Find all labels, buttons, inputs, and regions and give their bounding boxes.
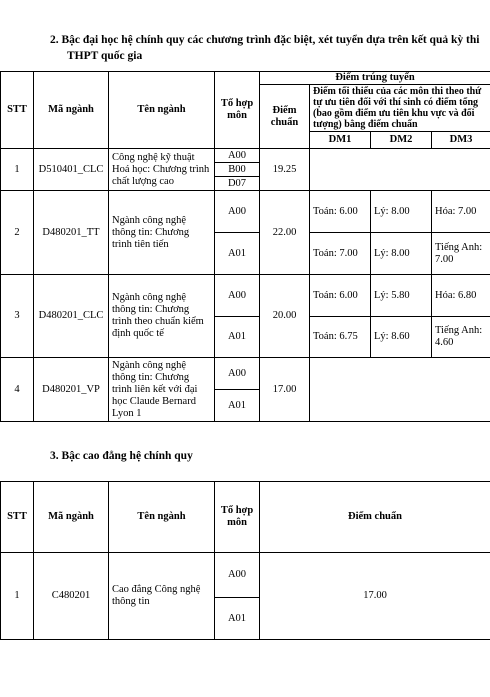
cell-ma-nganh: D480201_CLC (34, 275, 109, 358)
cell-stt: 1 (1, 149, 34, 191)
header-to-hop-mon: Tổ hợp môn (215, 72, 260, 149)
cell-dm2: Lý: 8.60 (371, 317, 432, 358)
header-ten-nganh: Tên ngành (109, 482, 215, 553)
cell-stt: 1 (1, 553, 34, 640)
header-diem-chuan: Điểm chuẩn (260, 482, 490, 553)
cell-dm-empty (310, 358, 490, 422)
cell-stt: 4 (1, 358, 34, 422)
cell-diem-chuan: 20.00 (260, 275, 310, 358)
cell-dm3: Hóa: 6.80 (432, 275, 490, 317)
section-2-title (50, 32, 479, 64)
cell-diem-chuan: 19.25 (260, 149, 310, 191)
table-row (1, 149, 490, 163)
cell-ten-nganh: Ngành công nghệ thông tin: Chương trình tiên tiến (109, 191, 215, 275)
cell-to-hop: A01 (215, 233, 260, 275)
header-ma-nganh: Mã ngành (34, 72, 109, 149)
cell-ma-nganh: D480201_VP (34, 358, 109, 422)
header-diem-chuan: Điểm chuẩn (260, 85, 310, 149)
header-ten-nganh: Tên ngành (109, 72, 215, 149)
header-ma-nganh: Mã ngành (34, 482, 109, 553)
cell-to-hop: B00 (215, 163, 260, 177)
cell-dm1: Toán: 6.75 (310, 317, 371, 358)
table-row (1, 191, 490, 233)
cell-dm1: Toán: 7.00 (310, 233, 371, 275)
cell-diem-chuan: 22.00 (260, 191, 310, 275)
cell-to-hop: A01 (215, 317, 260, 358)
header-stt: STT (1, 482, 34, 553)
header-diem-toi-thieu: Điểm tối thiểu của các môn thi theo thứ tự ưu tiên đối với thí sinh có điểm tổng (bao gồm điểm ưu tiên khu vực và đối tượng) bằng điểm chuẩn (310, 85, 490, 132)
cell-dm2: Lý: 5.80 (371, 275, 432, 317)
cell-dm2: Lý: 8.00 (371, 191, 432, 233)
header-dm1: DM1 (310, 132, 371, 149)
cell-ma-nganh: D480201_TT (34, 191, 109, 275)
cell-dm3: Tiếng Anh: 7.00 (432, 233, 490, 275)
cell-ma-nganh: D510401_CLC (34, 149, 109, 191)
cell-ma-nganh: C480201 (34, 553, 109, 640)
admission-table-university (0, 71, 490, 422)
cell-dm1: Toán: 6.00 (310, 275, 371, 317)
header-dm3: DM3 (432, 132, 490, 149)
cell-to-hop: A00 (215, 191, 260, 233)
table-row (1, 275, 490, 317)
admission-table-college (0, 481, 490, 640)
cell-to-hop: D07 (215, 177, 260, 191)
cell-ten-nganh: Ngành công nghệ thông tin: Chương trình theo chuẩn kiểm định quốc tế (109, 275, 215, 358)
table-row (1, 553, 490, 598)
cell-stt: 2 (1, 191, 34, 275)
section-2-title-line2: THPT quốc gia (67, 50, 143, 62)
cell-to-hop: A00 (215, 358, 260, 390)
cell-diem-chuan: 17.00 (260, 358, 310, 422)
cell-to-hop: A01 (215, 390, 260, 422)
cell-stt: 3 (1, 275, 34, 358)
cell-ten-nganh: Ngành công nghệ thông tin: Chương trình liên kết với đại học Claude Bernard Lyon 1 (109, 358, 215, 422)
header-to-hop-mon: Tổ hợp môn (215, 482, 260, 553)
cell-ten-nganh: Công nghệ kỹ thuật Hoá học: Chương trình chất lượng cao (109, 149, 215, 191)
cell-to-hop: A00 (215, 275, 260, 317)
cell-ten-nganh: Cao đẳng Công nghệ thông tin (109, 553, 215, 640)
cell-dm1: Toán: 6.00 (310, 191, 371, 233)
section-3-title: 3. Bậc cao đẳng hệ chính quy (50, 450, 193, 462)
header-dm2: DM2 (371, 132, 432, 149)
cell-dm3: Hóa: 7.00 (432, 191, 490, 233)
header-diem-trung-tuyen: Điểm trúng tuyển (260, 72, 490, 85)
cell-to-hop: A00 (215, 149, 260, 163)
cell-dm-empty (310, 149, 490, 191)
cell-dm2: Lý: 8.00 (371, 233, 432, 275)
header-stt: STT (1, 72, 34, 149)
cell-dm3: Tiếng Anh: 4.60 (432, 317, 490, 358)
table-row (1, 358, 490, 390)
section-2-title-line1: 2. Bậc đại học hệ chính quy các chương trình đặc biệt, xét tuyển dựa trên kết quả kỳ thi (50, 34, 480, 46)
cell-to-hop: A00 (215, 553, 260, 598)
cell-diem-chuan: 17.00 (260, 553, 490, 640)
cell-to-hop: A01 (215, 598, 260, 640)
